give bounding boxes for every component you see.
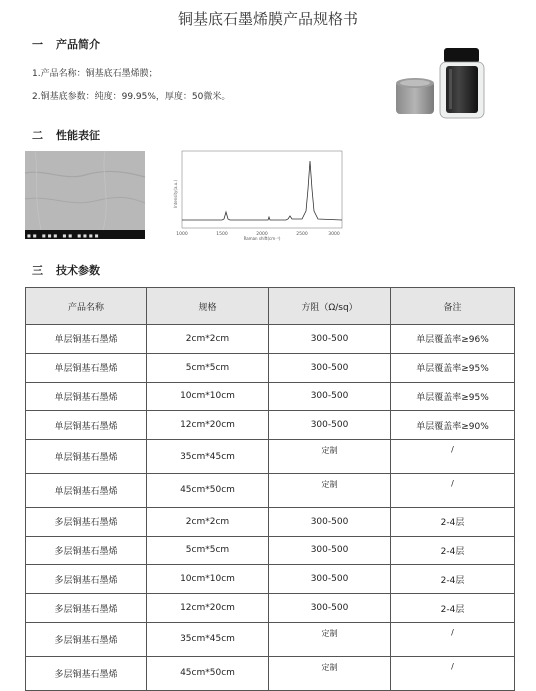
cell-size: 45cm*50cm — [147, 473, 269, 507]
table-row — [26, 622, 515, 656]
cell-size: 2cm*2cm — [147, 325, 269, 354]
table-row — [26, 656, 515, 690]
cell-product-name: 多层铜基石墨烯 — [26, 622, 147, 656]
table-row — [26, 536, 515, 565]
table-header-row — [26, 288, 515, 325]
sem-info-bar: ■■ ■■■ ■■ ■■■■ — [25, 230, 145, 239]
cell-note: 单层覆盖率≥90% — [391, 411, 515, 440]
cell-sheet-resistance: 300-500 — [269, 353, 391, 382]
raman-x-tick: 1500 — [216, 232, 228, 237]
cell-note: 2-4层 — [391, 507, 515, 536]
table-row — [26, 440, 515, 474]
header-note: 备注 — [391, 288, 515, 325]
header-product-name: 产品名称 — [26, 288, 147, 325]
cell-note: 2-4层 — [391, 536, 515, 565]
raman-x-tick: 1000 — [176, 232, 188, 237]
document-title: 铜基底石墨烯膜产品规格书 — [177, 10, 358, 28]
intro-line-copper-params: 2.铜基底参数：纯度：99.95%，厚度：50微米。 — [32, 92, 231, 102]
cell-note: / — [391, 622, 515, 656]
table-row — [26, 382, 515, 411]
cell-product-name: 多层铜基石墨烯 — [26, 594, 147, 623]
header-sheet-resistance: 方阻（Ω/sq） — [269, 288, 391, 325]
cell-note: 单层覆盖率≥95% — [391, 382, 515, 411]
section-heading-intro — [32, 36, 100, 52]
cell-note: 单层覆盖率≥96% — [391, 325, 515, 354]
raman-x-tick: 3000 — [328, 232, 340, 237]
cell-product-name: 单层铜基石墨烯 — [26, 353, 147, 382]
cell-sheet-resistance: 定制 — [269, 473, 391, 507]
raman-spectrum-line — [182, 161, 342, 220]
cell-sheet-resistance: 300-500 — [269, 507, 391, 536]
cell-note: / — [391, 473, 515, 507]
raman-x-axis-label: Raman shift(cm⁻¹) — [243, 236, 281, 241]
tech-spec-table — [25, 287, 515, 691]
cell-note: 2-4层 — [391, 565, 515, 594]
cell-product-name: 多层铜基石墨烯 — [26, 536, 147, 565]
table-row — [26, 565, 515, 594]
cell-size: 35cm*45cm — [147, 622, 269, 656]
raman-plot-frame — [182, 151, 342, 228]
cell-product-name: 单层铜基石墨烯 — [26, 440, 147, 474]
cell-product-name: 多层铜基石墨烯 — [26, 507, 147, 536]
cell-size: 5cm*5cm — [147, 353, 269, 382]
cell-sheet-resistance: 300-500 — [269, 382, 391, 411]
cell-size: 10cm*10cm — [147, 565, 269, 594]
product-jars-photo — [393, 44, 495, 122]
cell-product-name: 单层铜基石墨烯 — [26, 325, 147, 354]
intro-line-name: 1.产品名称：铜基底石墨烯膜； — [32, 69, 158, 79]
table-row — [26, 411, 515, 440]
cell-sheet-resistance: 定制 — [269, 622, 391, 656]
section-heading-tech — [32, 262, 100, 278]
cell-sheet-resistance: 300-500 — [269, 411, 391, 440]
cell-note: / — [391, 440, 515, 474]
cell-sheet-resistance: 定制 — [269, 656, 391, 690]
cell-sheet-resistance: 300-500 — [269, 325, 391, 354]
section-number: 三 — [32, 264, 43, 277]
cell-product-name: 单层铜基石墨烯 — [26, 382, 147, 411]
section-title: 产品简介 — [56, 38, 100, 51]
raman-y-axis-label: Intensity(a.u.) — [173, 179, 178, 209]
table-row — [26, 353, 515, 382]
section-number: 二 — [32, 129, 43, 142]
table-row — [26, 473, 515, 507]
header-size: 规格 — [147, 288, 269, 325]
cell-note: / — [391, 656, 515, 690]
table-row — [26, 325, 515, 354]
cell-product-name: 多层铜基石墨烯 — [26, 656, 147, 690]
cell-size: 12cm*20cm — [147, 594, 269, 623]
cell-size: 5cm*5cm — [147, 536, 269, 565]
cell-size: 10cm*10cm — [147, 382, 269, 411]
cell-product-name: 单层铜基石墨烯 — [26, 473, 147, 507]
cell-size: 45cm*50cm — [147, 656, 269, 690]
cell-product-name: 单层铜基石墨烯 — [26, 411, 147, 440]
raman-spectrum-chart — [174, 149, 344, 241]
cell-size: 12cm*20cm — [147, 411, 269, 440]
cell-sheet-resistance: 定制 — [269, 440, 391, 474]
sem-micrograph-image — [25, 151, 145, 239]
cell-sheet-resistance: 300-500 — [269, 594, 391, 623]
raman-x-tick: 2000 — [256, 232, 268, 237]
cell-size: 35cm*45cm — [147, 440, 269, 474]
table-row — [26, 594, 515, 623]
cell-size: 2cm*2cm — [147, 507, 269, 536]
cell-note: 2-4层 — [391, 594, 515, 623]
cell-sheet-resistance: 300-500 — [269, 565, 391, 594]
section-title: 性能表征 — [56, 129, 100, 142]
cell-product-name: 多层铜基石墨烯 — [26, 565, 147, 594]
section-number: 一 — [32, 38, 43, 51]
raman-x-tick: 2500 — [296, 232, 308, 237]
section-heading-performance — [32, 127, 100, 143]
section-title: 技术参数 — [56, 264, 100, 277]
table-row — [26, 507, 515, 536]
cell-note: 单层覆盖率≥95% — [391, 353, 515, 382]
cell-sheet-resistance: 300-500 — [269, 536, 391, 565]
